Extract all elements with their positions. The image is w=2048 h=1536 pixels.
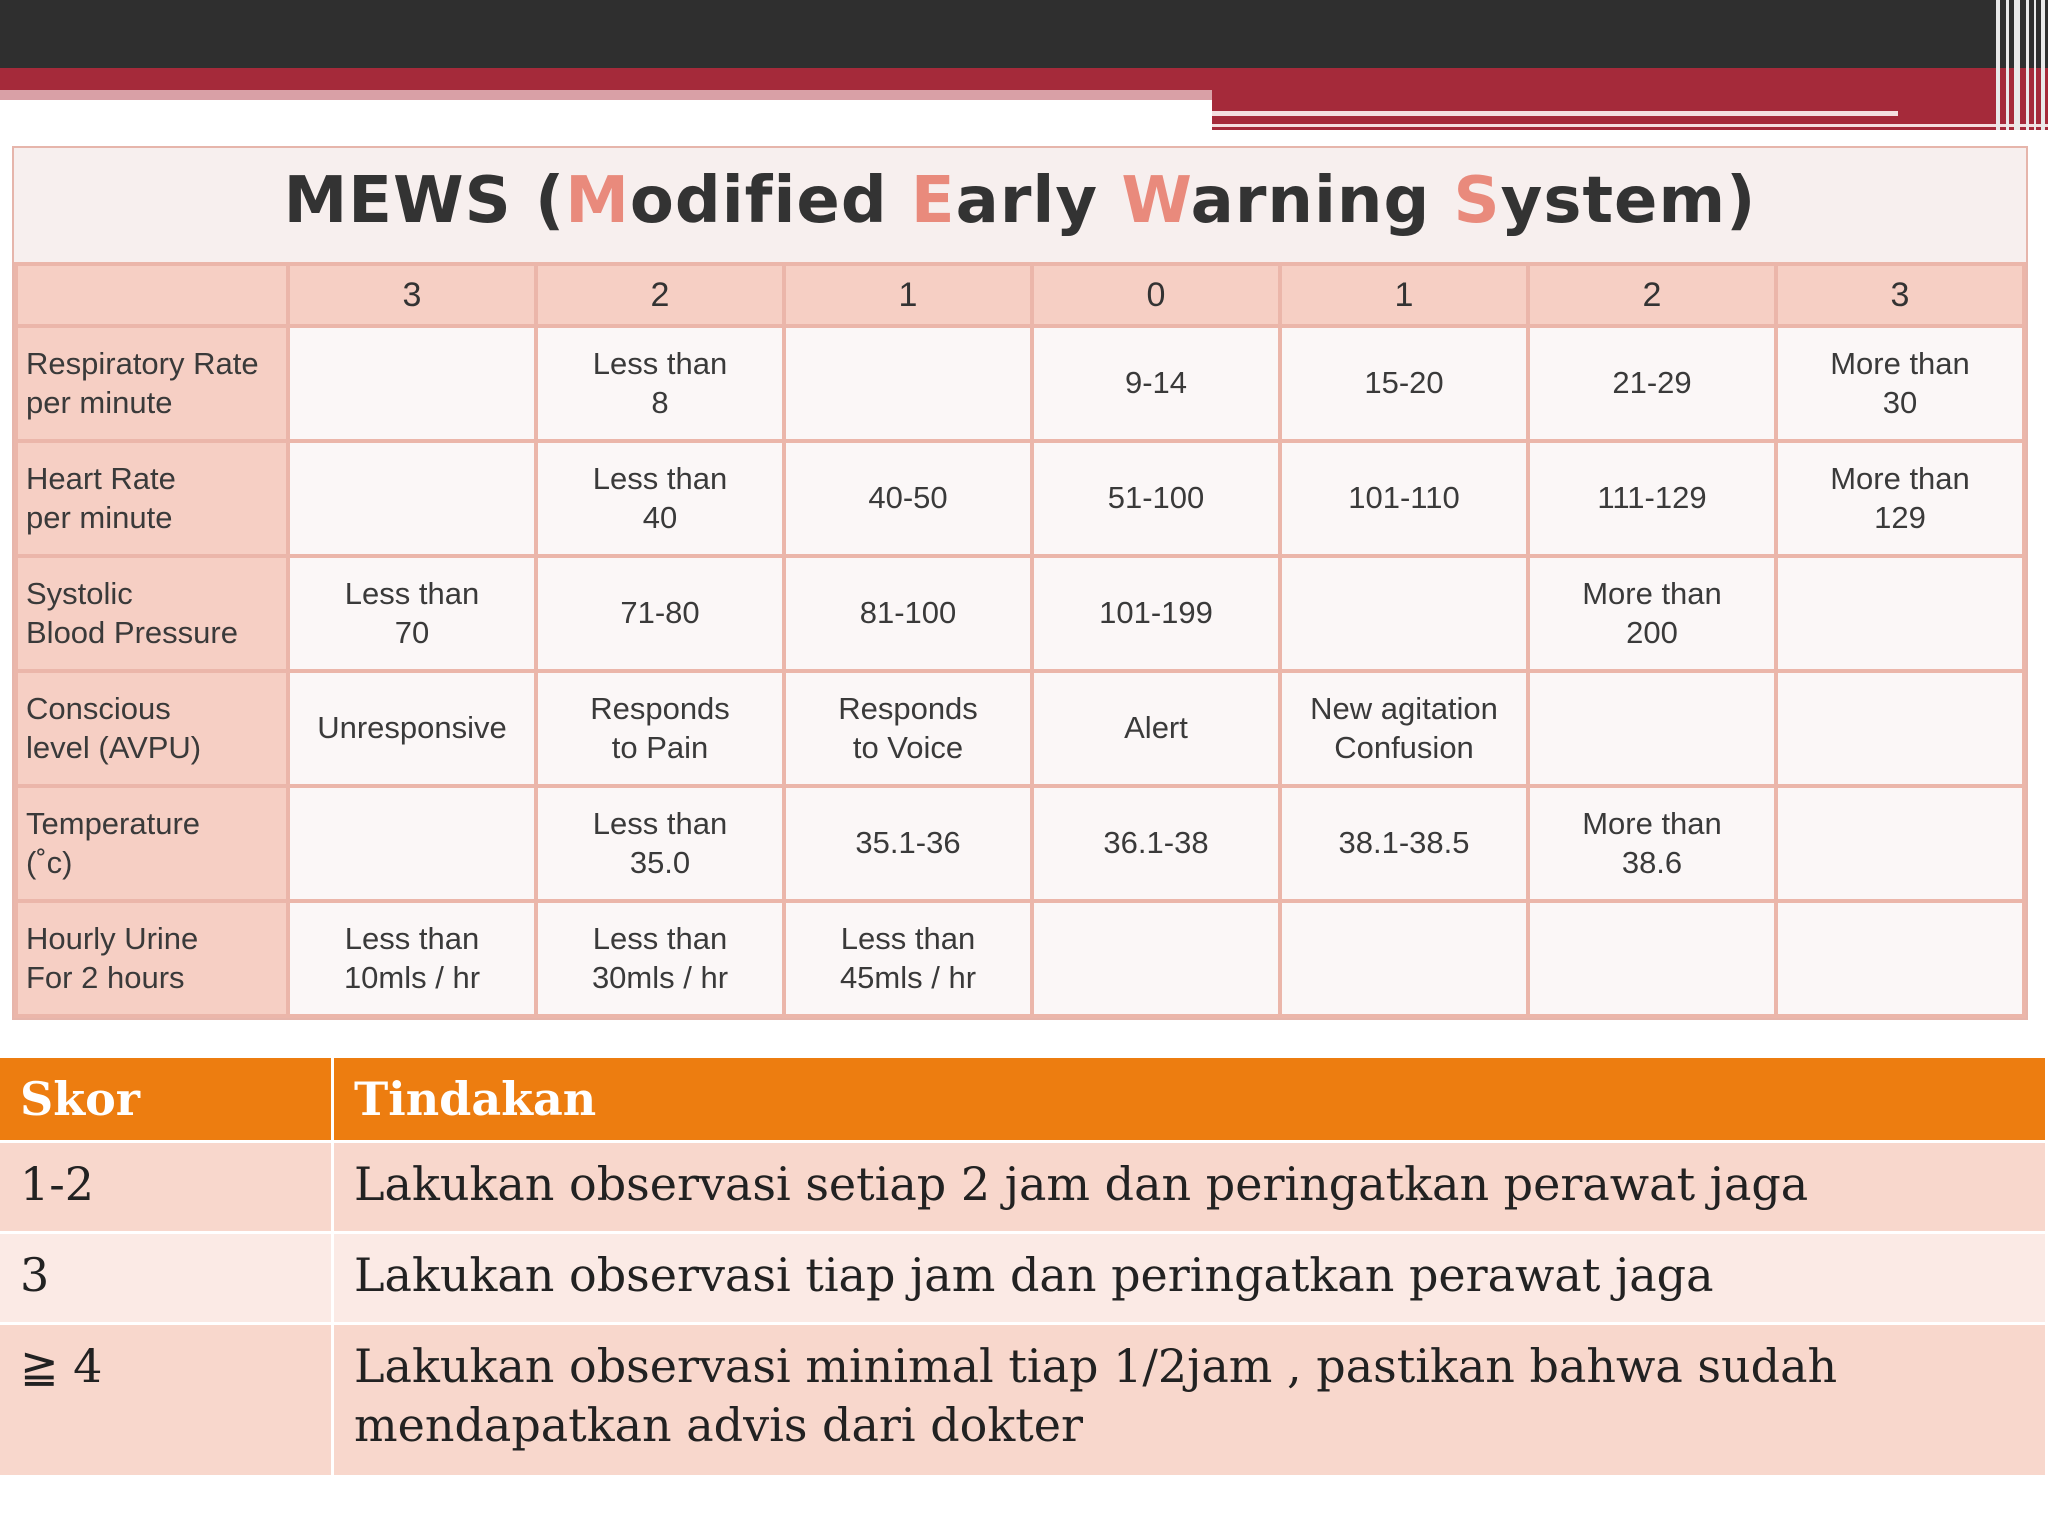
mews-row-respiratory-rate [18,328,2022,439]
mews-cell: 9-14 [1034,328,1278,439]
mews-row-systolic-pressure [18,558,2022,669]
slide-top-bar [0,0,2048,68]
mews-score-header: 2 [538,266,782,324]
mews-cell: Less than 10mls / hr [290,903,534,1014]
mews-row-heart-rate [18,443,2022,554]
mews-cell: 36.1-38 [1034,788,1278,899]
action-score: 1-2 [0,1143,334,1234]
mews-score-header: 0 [1034,266,1278,324]
header-score: Skor [0,1058,334,1143]
mews-cell [1778,903,2022,1014]
action-row [0,1234,2048,1325]
action-text: Lakukan observasi tiap jam dan peringatkan perawat jaga [334,1234,2048,1325]
mews-cell: 101-199 [1034,558,1278,669]
mews-cell: Unresponsive [290,673,534,784]
mews-cell: Less than 45mls / hr [786,903,1030,1014]
action-row [0,1325,2048,1478]
mews-cell: Less than 40 [538,443,782,554]
mews-cell: More than 30 [1778,328,2022,439]
mews-cell [290,788,534,899]
mews-row-label: Systolic Blood Pressure [18,558,286,669]
mews-cell: More than 38.6 [1530,788,1774,899]
action-score: 3 [0,1234,334,1325]
mews-cell: 15-20 [1282,328,1526,439]
header-action: Tindakan [334,1058,2048,1143]
mews-cell: 38.1-38.5 [1282,788,1526,899]
slide-accent-stripe [0,90,1212,100]
mews-cell [1034,903,1278,1014]
mews-score-header: 3 [290,266,534,324]
mews-cell: 81-100 [786,558,1030,669]
action-row [0,1143,2048,1234]
mews-cell: 111-129 [1530,443,1774,554]
mews-cell [290,443,534,554]
mews-cell: 21-29 [1530,328,1774,439]
mews-cell [1282,903,1526,1014]
action-text: Lakukan observasi setiap 2 jam dan peringatkan perawat jaga [334,1143,2048,1234]
mews-cell: Less than 70 [290,558,534,669]
slide-accent-band [0,68,2048,90]
mews-row-label: Hourly Urine For 2 hours [18,903,286,1014]
mews-row-hourly-urine [18,903,2022,1014]
mews-cell: More than 129 [1778,443,2022,554]
mews-cell: Less than 30mls / hr [538,903,782,1014]
mews-cell: New agitation Confusion [1282,673,1526,784]
mews-score-header: 3 [1778,266,2022,324]
mews-cell: More than 200 [1530,558,1774,669]
mews-row-label: Conscious level (AVPU) [18,673,286,784]
mews-row-conscious-level [18,673,2022,784]
slide-accent-line [1212,124,2048,127]
mews-cell [290,328,534,439]
mews-cell: Less than 8 [538,328,782,439]
mews-cell [1530,673,1774,784]
mews-cell: 101-110 [1282,443,1526,554]
slide-accent-line [1212,111,1898,116]
mews-cell [1282,558,1526,669]
mews-row-temperature [18,788,2022,899]
mews-score-header: 2 [1530,266,1774,324]
mews-cell [1778,673,2022,784]
mews-cell [1778,788,2022,899]
mews-cell: 71-80 [538,558,782,669]
mews-row-label: Respiratory Rate per minute [18,328,286,439]
mews-score-header-row [18,266,2022,324]
mews-title: MEWS (Modified Early Warning System) [283,164,1757,238]
mews-row-label: Temperature (˚c) [18,788,286,899]
mews-cell [1530,903,1774,1014]
mews-cell: Responds to Pain [538,673,782,784]
mews-header-corner [18,266,286,324]
mews-score-header: 1 [786,266,1030,324]
mews-table [14,262,2026,1018]
mews-cell: 51-100 [1034,443,1278,554]
mews-cell: 40-50 [786,443,1030,554]
action-table [0,1058,2048,1478]
mews-chart [12,146,2028,1020]
mews-score-header: 1 [1282,266,1526,324]
mews-cell [1778,558,2022,669]
mews-cell: 35.1-36 [786,788,1030,899]
mews-row-label: Heart Rate per minute [18,443,286,554]
action-text: Lakukan observasi minimal tiap 1/2jam , pastikan bahwa sudah mendapatkan advis dari dokter [334,1325,2048,1478]
mews-cell [786,328,1030,439]
mews-cell: Responds to Voice [786,673,1030,784]
slide-corner-stripes [1988,0,2048,130]
mews-cell: Less than 35.0 [538,788,782,899]
mews-cell: Alert [1034,673,1278,784]
action-table-header-row [0,1058,2048,1143]
action-score: ≧ 4 [0,1325,334,1478]
